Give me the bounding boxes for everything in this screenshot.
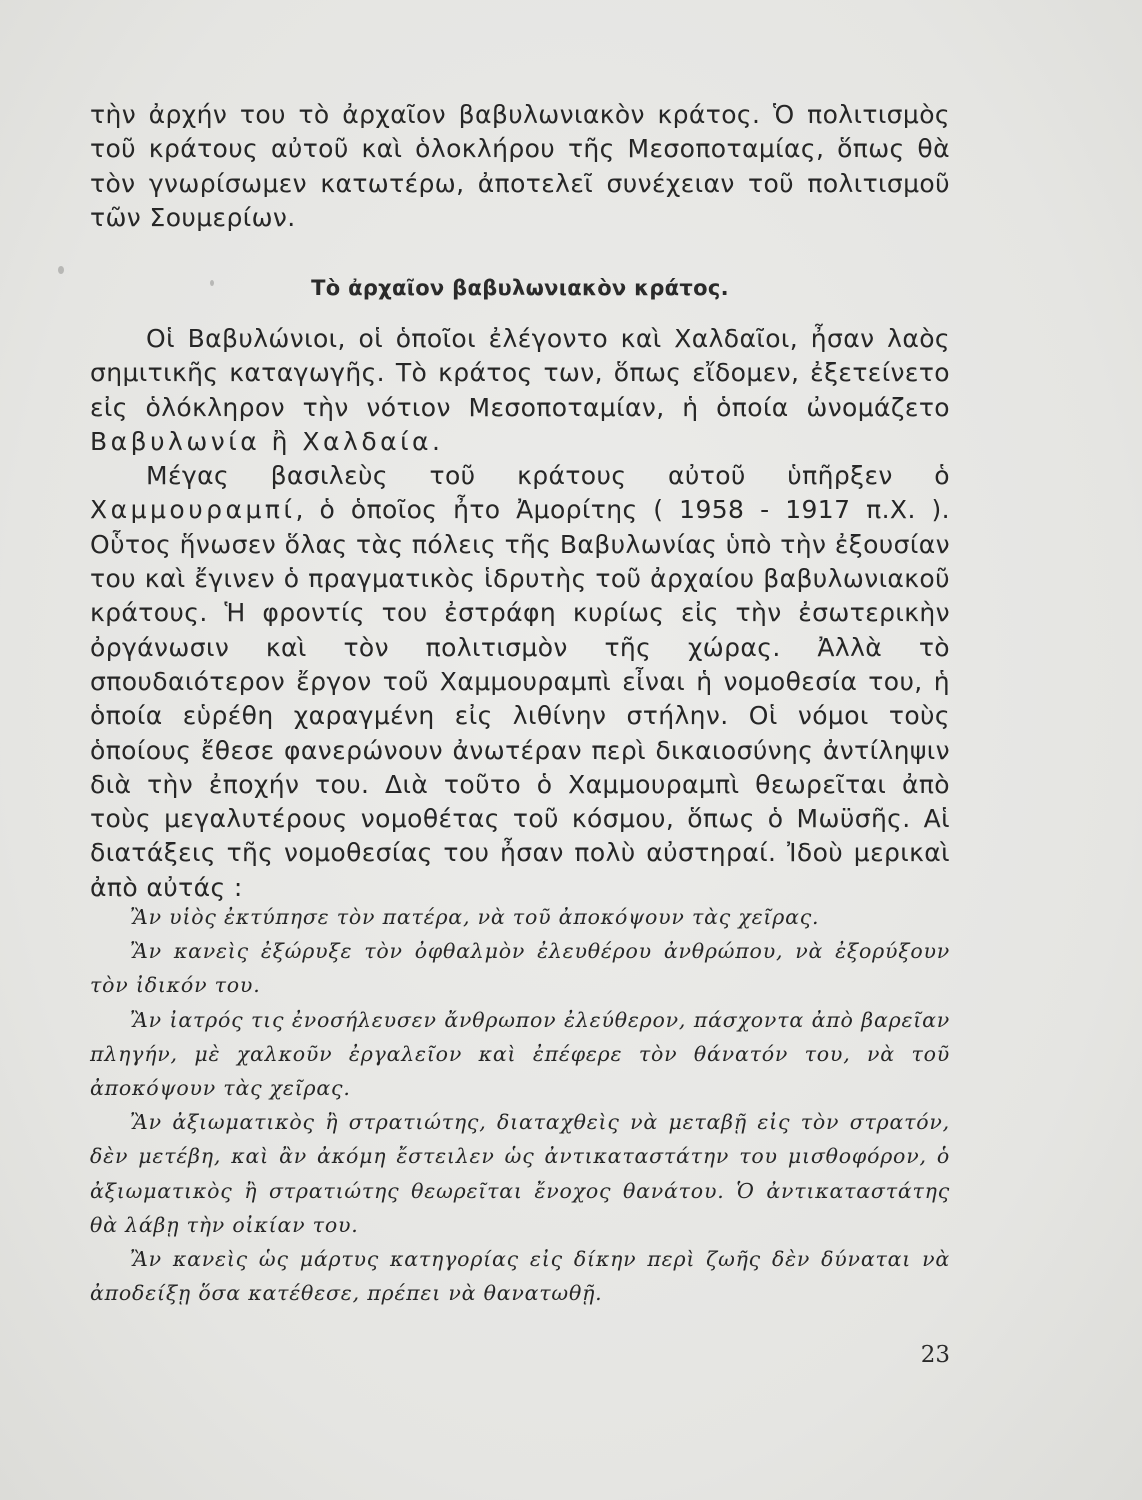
paragraph-hammurabi-intro: Μέγας βασιλεὺς τοῦ κράτους αὐτοῦ ὑπῆρξεν ὁ — [146, 461, 950, 491]
law-item: Ἂν υἱὸς ἐκτύπησε τὸν πατέρα, νὰ τοῦ ἀποκόψουν τὰς χεῖρας. — [130, 905, 820, 929]
intro-paragraph: τὴν ἀρχήν του τὸ ἀρχαῖον βαβυλωνιακὸν κράτος. Ὁ πολιτισμὸς τοῦ κράτους αὐτοῦ καὶ ὁλοκλήρου τῆς Μεσοποταμίας, ὅπως θὰ τὸν γνωρίσωμεν κατωτέρω, ἀποτελεῖ συνέχειαν τοῦ πολιτισμοῦ τῶν Σουμερίων. — [90, 100, 950, 232]
paragraph-babylonians — [90, 322, 950, 459]
spaced-place-names: Βαβυλωνία ἢ Χαλδαία. — [90, 426, 444, 456]
spaced-name-hammurabi: Χαμμουραμπί — [90, 495, 296, 525]
paragraph-babylonians-text: Οἱ Βαβυλώνιοι, οἱ ὁποῖοι ἐλέγοντο καὶ Χαλδαῖοι, ἦσαν λαὸς σημιτικῆς καταγωγῆς. Τὸ κράτος των, ὅπως εἴδομεν, ἐξετείνετο εἰς ὁλόκληρον τὴν νότιον Μεσοποταμίαν, ἡ ὁποία ὠνομάζετο — [90, 324, 950, 422]
laws-list — [90, 900, 950, 1310]
section-heading: Τὸ ἀρχαῖον βαβυλωνιακὸν κράτος. — [311, 276, 729, 300]
body-text-block — [90, 322, 950, 905]
law-item: Ἂν ἰατρός τις ἐνοσήλευσεν ἄνθρωπον ἐλεύθερον, πάσχοντα ἀπὸ βαρεῖαν πληγήν, μὲ χαλκοῦν ἐργαλεῖον καὶ ἐπέφερε τὸν θάνατόν του, νὰ τοῦ ἀποκόψουν τὰς χεῖρας. — [90, 1007, 950, 1101]
paragraph-hammurabi — [90, 459, 950, 905]
paper-speck — [58, 266, 64, 274]
intro-paragraph-block — [90, 98, 950, 235]
law-item: Ἂν κανεὶς ὡς μάρτυς κατηγορίας εἰς δίκην περὶ ζωῆς δὲν δύναται νὰ ἀποδείξῃ ὅσα κατέθεσε, πρέπει νὰ θανατωθῇ. — [90, 1247, 950, 1306]
paragraph-hammurabi-body: , ὁ ὁποῖος ἦτο Ἀμορίτης ( 1958 - 1917 π.Χ. ). Οὗτος ἥνωσεν ὅλας τὰς πόλεις τῆς Βαβυλωνίας ὑπὸ τὴν ἐξουσίαν του καὶ ἔγινεν ὁ πραγματικὸς ἱδρυτὴς τοῦ ἀρχαίου βαβυλωνιακοῦ κράτους. Ἡ φροντίς του ἐστράφη κυρίως εἰς τὴν ἐσωτερικὴν ὀργάνωσιν καὶ τὸν πολιτισμὸν τῆς χώρας. Ἀλλὰ τὸ σπουδαιότερον ἔργον τοῦ Χαμμουραμπὶ εἶναι ἡ νομοθεσία του, ἡ ὁποία εὑρέθη χαραγμένη εἰς λιθίνην στήλην. Οἱ νόμοι τοὺς ὁποίους ἔθεσε φανερώνουν ἀνωτέραν περὶ δικαιοσύνης ἀντίληψιν διὰ τὴν ἐποχήν του. Διὰ τοῦτο ὁ Χαμμουραμπὶ θεωρεῖται ἀπὸ τοὺς μεγαλυτέρους νομοθέτας τοῦ κόσμου, ὅπως ὁ Μωϋσῆς. Αἱ διατάξεις τῆς νομοθεσίας του ἦσαν πολὺ αὐστηραί. Ἰδοὺ μερικαὶ ἀπὸ αὐτάς : — [90, 495, 950, 902]
law-item: Ἂν ἀξιωματικὸς ἢ στρατιώτης, διαταχθεὶς νὰ μεταβῇ εἰς τὸν στρατόν, δὲν μετέβη, καὶ ἂν ἀκόμη ἔστειλεν ὡς ἀντικαταστάτην του μισθοφόρον, ὁ ἀξιωματικὸς ἢ στρατιώτης θεωρεῖται ἔνοχος θανάτου. Ὁ ἀντικαταστάτης θὰ λάβῃ τὴν οἰκίαν του. — [90, 1110, 950, 1237]
law-item: Ἂν κανεὶς ἐξώρυξε τὸν ὀφθαλμὸν ἐλευθέρου ἀνθρώπου, νὰ ἐξορύξουν τὸν ἰδικόν του. — [90, 939, 950, 998]
page-number: 23 — [920, 1342, 950, 1368]
